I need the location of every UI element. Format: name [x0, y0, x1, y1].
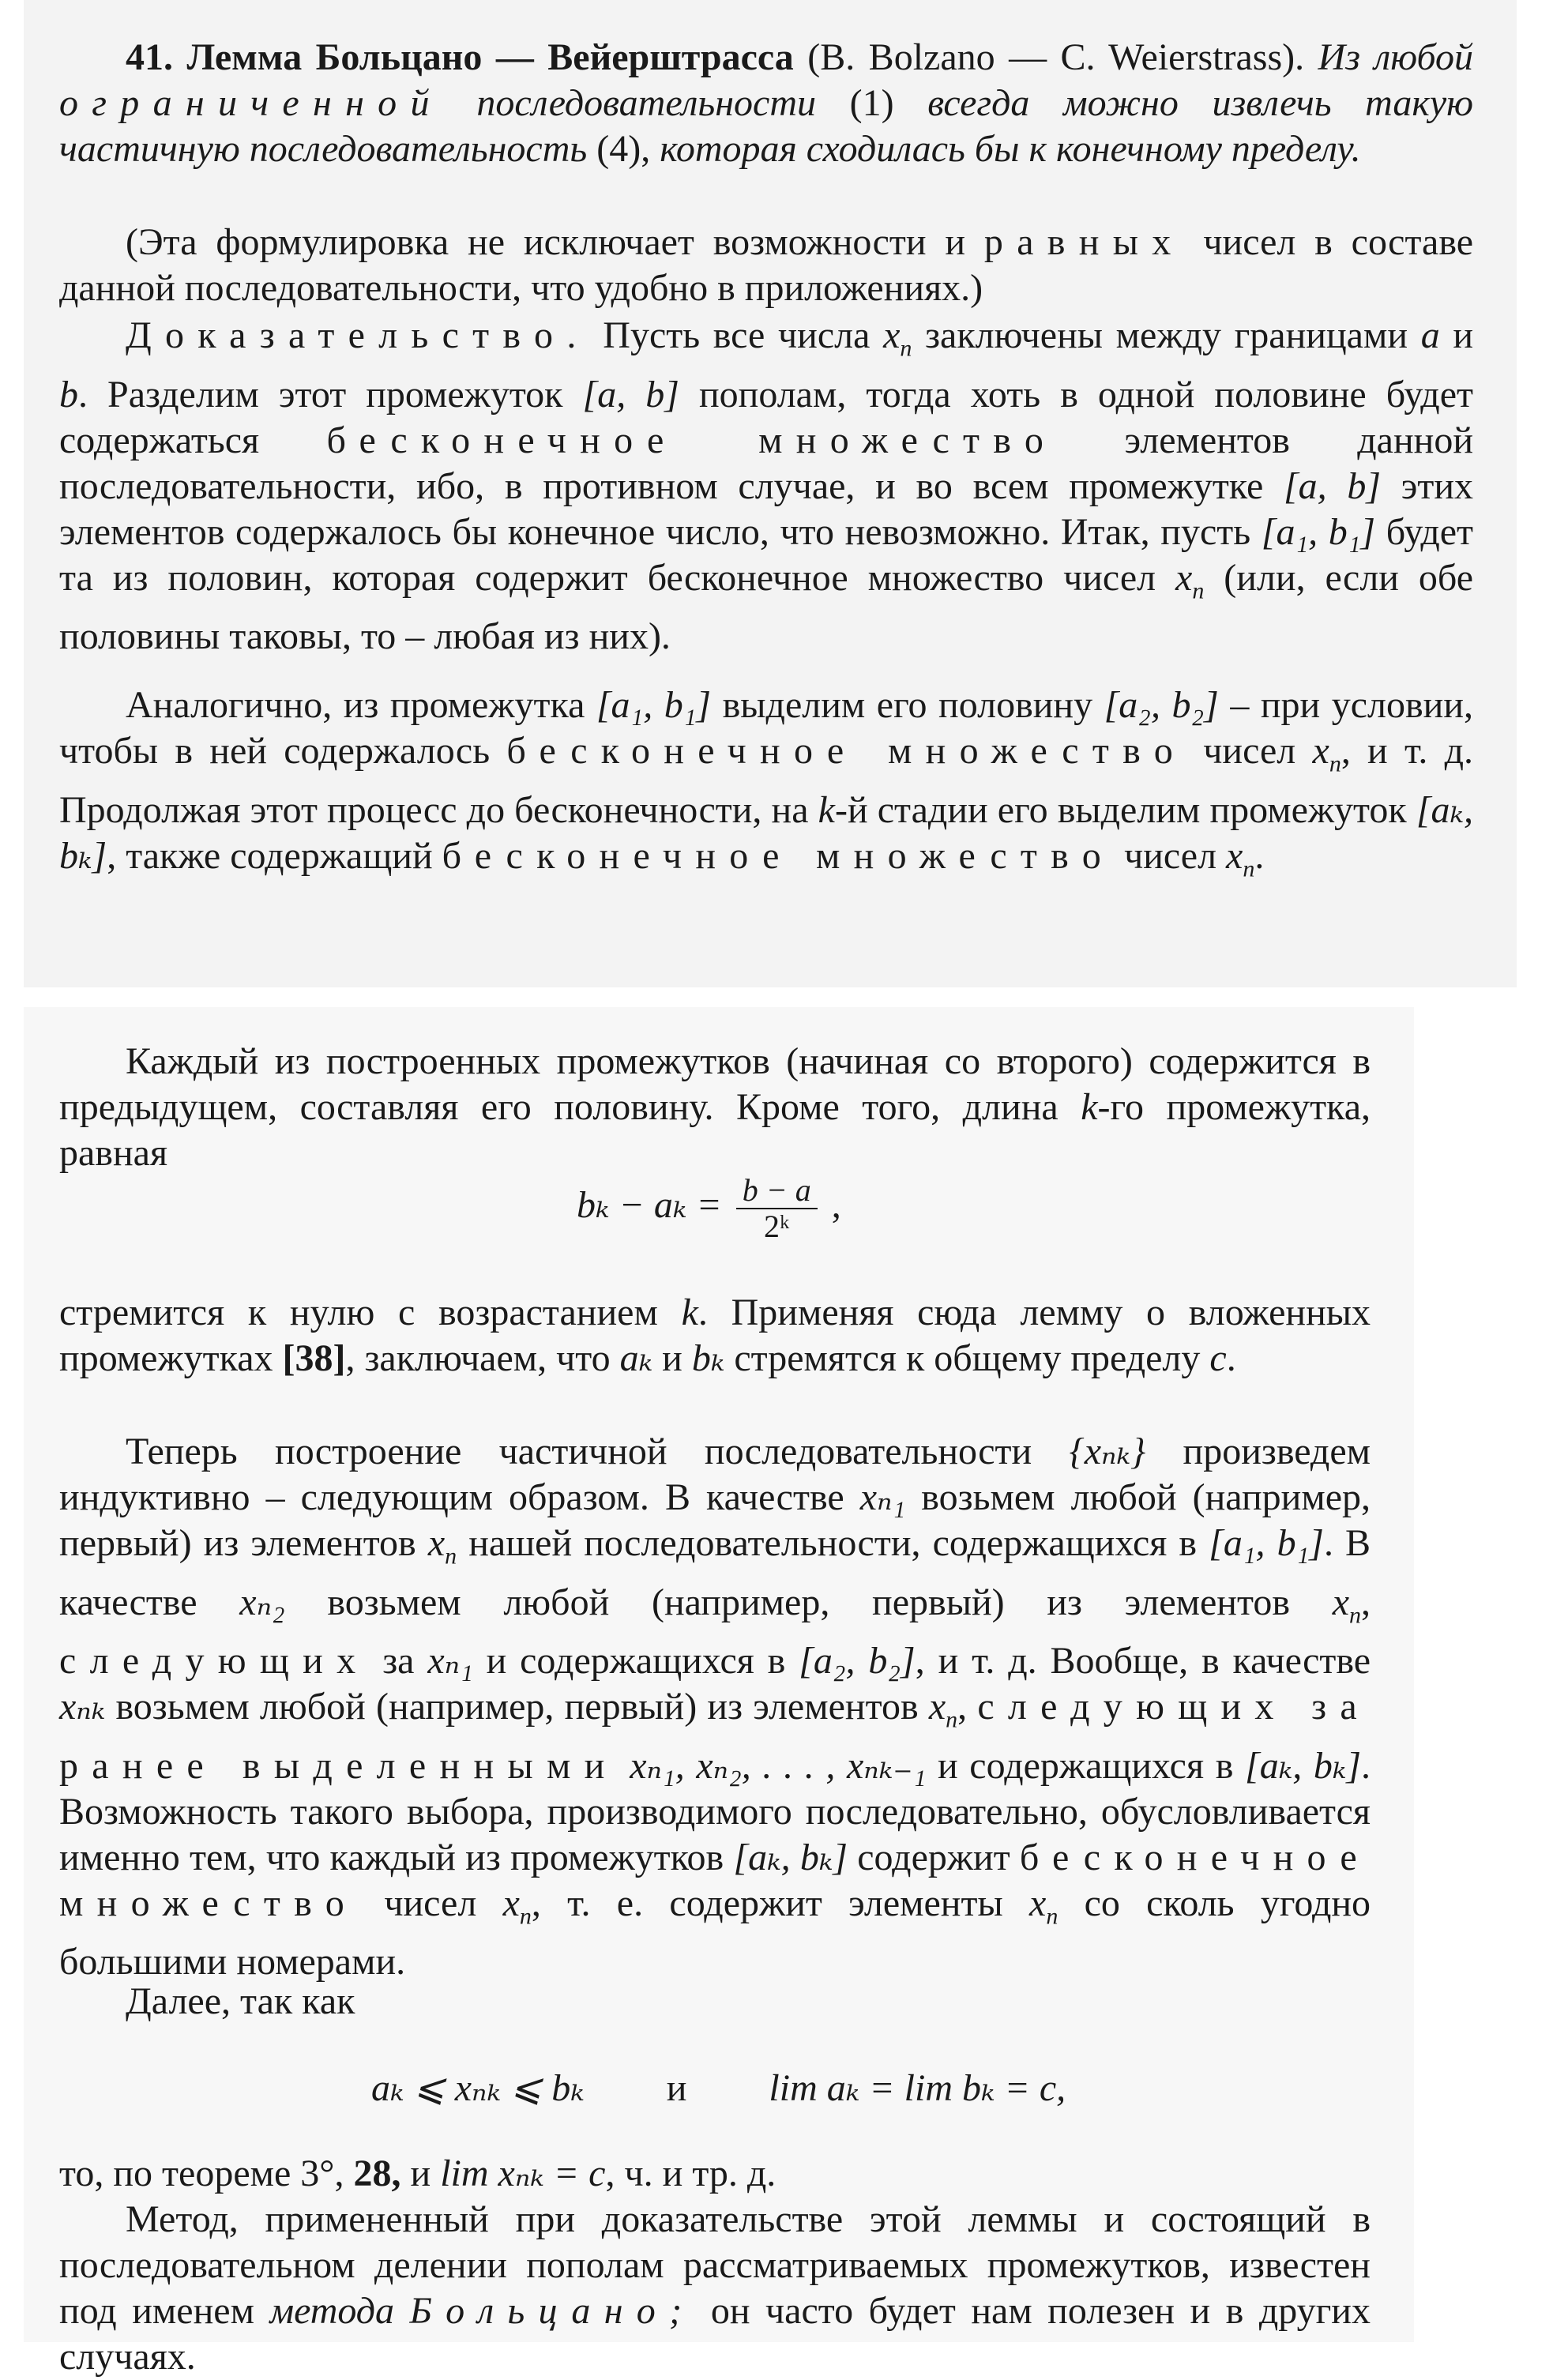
statement-text: которая сходилась бы к конечному пределу.	[660, 128, 1361, 170]
construction-text: за	[382, 1640, 415, 1683]
interval-ab: [a, b]	[582, 373, 679, 415]
math-n: n	[1349, 1602, 1362, 1629]
subsequence-set: {xₙₖ}	[1069, 1431, 1146, 1472]
proof-text: и	[1453, 314, 1474, 356]
proof-text: заключены между границами	[925, 314, 1408, 356]
limit-text: . Применяя сюда лемму о вложенных промежутках	[59, 1292, 1371, 1379]
top-text-panel	[24, 0, 1517, 987]
method-bolzano: Больцано;	[409, 2290, 696, 2332]
fraction-denominator: 2ᵏ	[763, 1209, 790, 1244]
formula-bounds	[371, 2066, 1066, 2111]
math-n: n	[1243, 855, 1255, 882]
lemma-title: Лемма Больцано — Вейерштрасса	[186, 36, 794, 78]
math-n: n	[900, 335, 912, 362]
selected-elements-list: xₙ₁, xₙ₂, . . . , xₙₖ₋₁	[630, 1744, 927, 1787]
analog-text: – при условии, чтобы в ней содержалось	[59, 684, 1474, 772]
limit-text: стремится к нулю с возрастанием	[59, 1292, 658, 1333]
limit-text: стремятся к общему пределу	[734, 1337, 1201, 1379]
analog-text: , также содержащий	[107, 834, 433, 877]
emphasis-infinite-set: бесконечное множество	[59, 1836, 1371, 1924]
section-number: 41.	[126, 36, 173, 78]
proof-paragraph	[59, 313, 1473, 660]
construction-text: Теперь построение частичной последовательности	[126, 1431, 1032, 1472]
interval-akbk: [aₖ, bₖ]	[59, 788, 1474, 877]
math-n: n	[445, 1543, 457, 1570]
math-x: x	[928, 1686, 946, 1728]
emphasis-equal: равных	[983, 221, 1185, 263]
theorem-ref: 3°,	[300, 2153, 344, 2194]
analog-text: -й стадии его выделим промежуток	[834, 788, 1407, 831]
limit-xnk: lim xₙₖ = c	[440, 2153, 606, 2194]
formula2-left: aₖ ⩽ xₙₖ ⩽ bₖ	[371, 2067, 585, 2109]
interval-akbk: [aₖ, bₖ]	[733, 1836, 848, 1878]
emphasis-bounded: ограниченной	[59, 82, 443, 124]
math-x: x	[1312, 730, 1329, 772]
proof-text: элементов данной последовательности, ибо, в противном случае, и во всем промежутке	[59, 419, 1474, 507]
proof-text: этих элементов содержалось бы конечное число, что невозможно. Итак, пусть	[59, 464, 1474, 553]
analog-text: , и т. д. Продолжая этот процесс до бесконечности, на	[59, 730, 1474, 831]
math-x: x	[502, 1882, 520, 1924]
interval-a1b1: [a₁, b₁]	[1261, 510, 1376, 553]
bottom-text-panel	[24, 1007, 1414, 2378]
math-xn1: xₙ₁	[859, 1476, 906, 1518]
construction-text: нашей последовательности, содержащихся в	[468, 1522, 1198, 1564]
section-ref: 28,	[353, 2153, 401, 2194]
remark-text: (Эта формулировка не исключает возможности и	[126, 221, 966, 263]
further-paragraph	[59, 1979, 1371, 2025]
math-xn1: xₙ₁	[427, 1640, 473, 1683]
math-xn2: xₙ₂	[239, 1581, 285, 1623]
proof-text: Пусть все числа	[603, 314, 870, 356]
lemma-statement	[59, 35, 1473, 172]
formula-length	[577, 1173, 841, 1244]
statement-text: всегда можно извлечь такую частичную последовательность	[59, 82, 1474, 170]
limit-paragraph: стремится к нулю с возрастанием k. Применяя сюда лемму о вложенных промежутках [38], заключаем, что aₖ и bₖ стремятся к общему пределу c.	[59, 1292, 1371, 1379]
math-n: n	[519, 1903, 532, 1930]
formula1-left: bₖ − aₖ =	[577, 1184, 722, 1227]
emphasis-infinite-set: бесконечное множество	[326, 419, 1058, 461]
math-x: x	[883, 314, 901, 356]
lemma-authors: (B. Bolzano — C. Weierstrass).	[807, 36, 1305, 78]
formula1-tail: ,	[831, 1184, 841, 1227]
analog-text: выделим его половину	[722, 684, 1093, 726]
interval-a2b2: [a₂, b₂]	[1104, 684, 1219, 726]
conclusion-text: , ч. и тр. д.	[605, 2153, 776, 2194]
equation-ref: (4),	[596, 128, 651, 170]
proof-text: будет та из половин, которая содержит бесконечное множество чисел	[59, 510, 1474, 599]
method-paragraph	[59, 2197, 1371, 2380]
statement-text: Из любой	[1318, 36, 1474, 78]
interval-a1b1: [a₁, b₁]	[596, 684, 712, 726]
nesting-text: Каждый из построенных промежутков (начиная со второго) содержится в предыдущем, составляя его половину. Кроме того, длина	[59, 1040, 1371, 1128]
construction-text: со сколь угодно большими номерами.	[59, 1882, 1371, 1983]
math-xnk: xₙₖ	[59, 1686, 106, 1728]
emphasis-previously-selected: следующих за ранее выделенными	[59, 1686, 1371, 1787]
remark-paragraph	[59, 220, 1473, 311]
proof-text: пополам, тогда хоть в одной половине будет содержаться	[59, 373, 1473, 461]
emphasis-infinite-set: бесконечное множество	[442, 834, 1115, 877]
construction-text: и содержащихся в	[937, 1744, 1234, 1787]
proof-text: . Разделим этот промежуток	[78, 373, 563, 415]
method-text: он часто будет нам полезен и в других случаях.	[59, 2290, 1371, 2378]
interval-a2b2: [a₂, b₂]	[799, 1640, 916, 1683]
analog-text: Аналогично, из промежутка	[126, 684, 585, 726]
limit-text: и	[662, 1337, 682, 1379]
construction-text: произведем индуктивно – следующим образом. В качестве	[59, 1431, 1371, 1518]
math-a: a	[1420, 314, 1440, 356]
proof-heading: Доказательство.	[126, 314, 590, 356]
fraction-numerator: b − a	[736, 1173, 818, 1209]
analog-text: чисел	[1124, 834, 1217, 877]
math-x: x	[427, 1522, 446, 1564]
method-name: метода	[269, 2290, 395, 2332]
math-k: k	[818, 788, 835, 831]
construction-text: содержит	[857, 1836, 1010, 1878]
statement-text: последовательности	[476, 82, 816, 124]
fraction	[736, 1173, 818, 1244]
method-text: Метод, примененный при доказательстве этой леммы и состоящий в последовательном делении пополам рассматриваемых промежутков, известен под именем	[59, 2198, 1371, 2332]
equation-ref: (1)	[849, 82, 894, 124]
math-n: n	[1046, 1903, 1058, 1930]
conclusion-text: то, по теореме	[59, 2153, 291, 2194]
construction-text: чисел	[384, 1882, 477, 1924]
math-x: x	[1175, 556, 1193, 599]
construction-text: , т. е. содержит элементы	[531, 1882, 1003, 1924]
emphasis-following: следующих	[59, 1640, 370, 1683]
math-bk: bₖ	[691, 1337, 725, 1379]
conclusion-paragraph	[59, 2151, 1371, 2197]
analog-text: чисел	[1203, 730, 1296, 772]
construction-text: и содержащихся в	[486, 1640, 786, 1683]
remark-text: чисел в составе данной последовательности, что удобно в приложениях.)	[59, 221, 1474, 309]
math-k: k	[681, 1292, 698, 1333]
construction-text: возьмем любой (например, первый) из элементов	[115, 1686, 919, 1728]
math-x: x	[1226, 834, 1243, 877]
construction-text: возьмем любой (например, первый) из элементов	[59, 1476, 1371, 1564]
formula2-right: lim aₖ = lim bₖ = c,	[769, 2067, 1066, 2109]
math-x: x	[1029, 1882, 1047, 1924]
further-text: Далее, так как	[126, 1980, 355, 2022]
math-n: n	[946, 1706, 958, 1733]
nesting-paragraph	[59, 1039, 1371, 1176]
interval-a1b1: [a₁, b₁]	[1209, 1522, 1324, 1564]
math-ak: aₖ	[619, 1337, 653, 1379]
construction-text: . Возможность такого выбора, производимого последовательно, обусловливается именно тем, что каждый из промежутков	[59, 1744, 1371, 1878]
construction-text: и т. д. Вообще, в качестве	[938, 1640, 1371, 1683]
math-n: n	[1192, 577, 1205, 604]
analog-paragraph: Аналогично, из промежутка [a₁, b₁] выделим его половину [a₂, b₂] – при условии, чтобы в ней содержалось бесконечное множество чисел $x_n$, и т. д. Продолжая этот процесс до бесконечности, на k-й стадии его выделим промежуток [aₖ, bₖ], также содержащий бесконечное множество чисел $x_n$.	[59, 684, 1474, 882]
math-c: c	[1209, 1337, 1227, 1379]
construction-paragraph: Теперь построение частичной последовательности {xₙₖ} произведем индуктивно – следующим образом. В качестве xₙ₁ возьмем любой (например, первый) из элементов $x_n$ нашей последовательности, содержащихся в [a₁, b₁]. В качестве xₙ₂ возьмем любой (например, первый) из элементов $x_n$, следующих за xₙ₁ и содержащихся в [a₂, b₂], и т. д. Вообще, в качестве xₙₖ возьмем любой (например, первый) из элементов $x_n$, следующих за ранее выделенными xₙ₁, xₙ₂, . . . , xₙₖ₋₁ и содержащихся в [aₖ, bₖ]. Возможность такого выбора, производимого последовательно, обусловливается именно тем, что каждый из промежутков [aₖ, bₖ] содержит бесконечное множество чисел $x_n$, т. е. содержит элементы $x_n$ со сколь угодно большими номерами.	[59, 1431, 1371, 1983]
nesting-text: -го промежутка, равная	[59, 1086, 1371, 1174]
construction-text: возьмем любой (например, первый) из элементов	[327, 1581, 1291, 1623]
limit-text: , заключаем, что	[345, 1337, 611, 1379]
emphasis-infinite-set: бесконечное множество	[506, 730, 1187, 772]
math-k: k	[1081, 1086, 1098, 1128]
interval-akbk: [aₖ, bₖ]	[1245, 1744, 1362, 1787]
proof-text: (или, если обе половины таковы, то – любая из них).	[59, 556, 1474, 658]
interval-ab: [a, b]	[1283, 464, 1382, 507]
math-b: b	[59, 373, 78, 415]
math-x: x	[1332, 1581, 1350, 1623]
conclusion-text: и	[410, 2153, 431, 2194]
math-n: n	[1329, 750, 1341, 777]
formula2-and: и	[666, 2067, 687, 2109]
construction-text: . В качестве	[59, 1522, 1371, 1623]
section-ref: [38]	[282, 1337, 346, 1379]
